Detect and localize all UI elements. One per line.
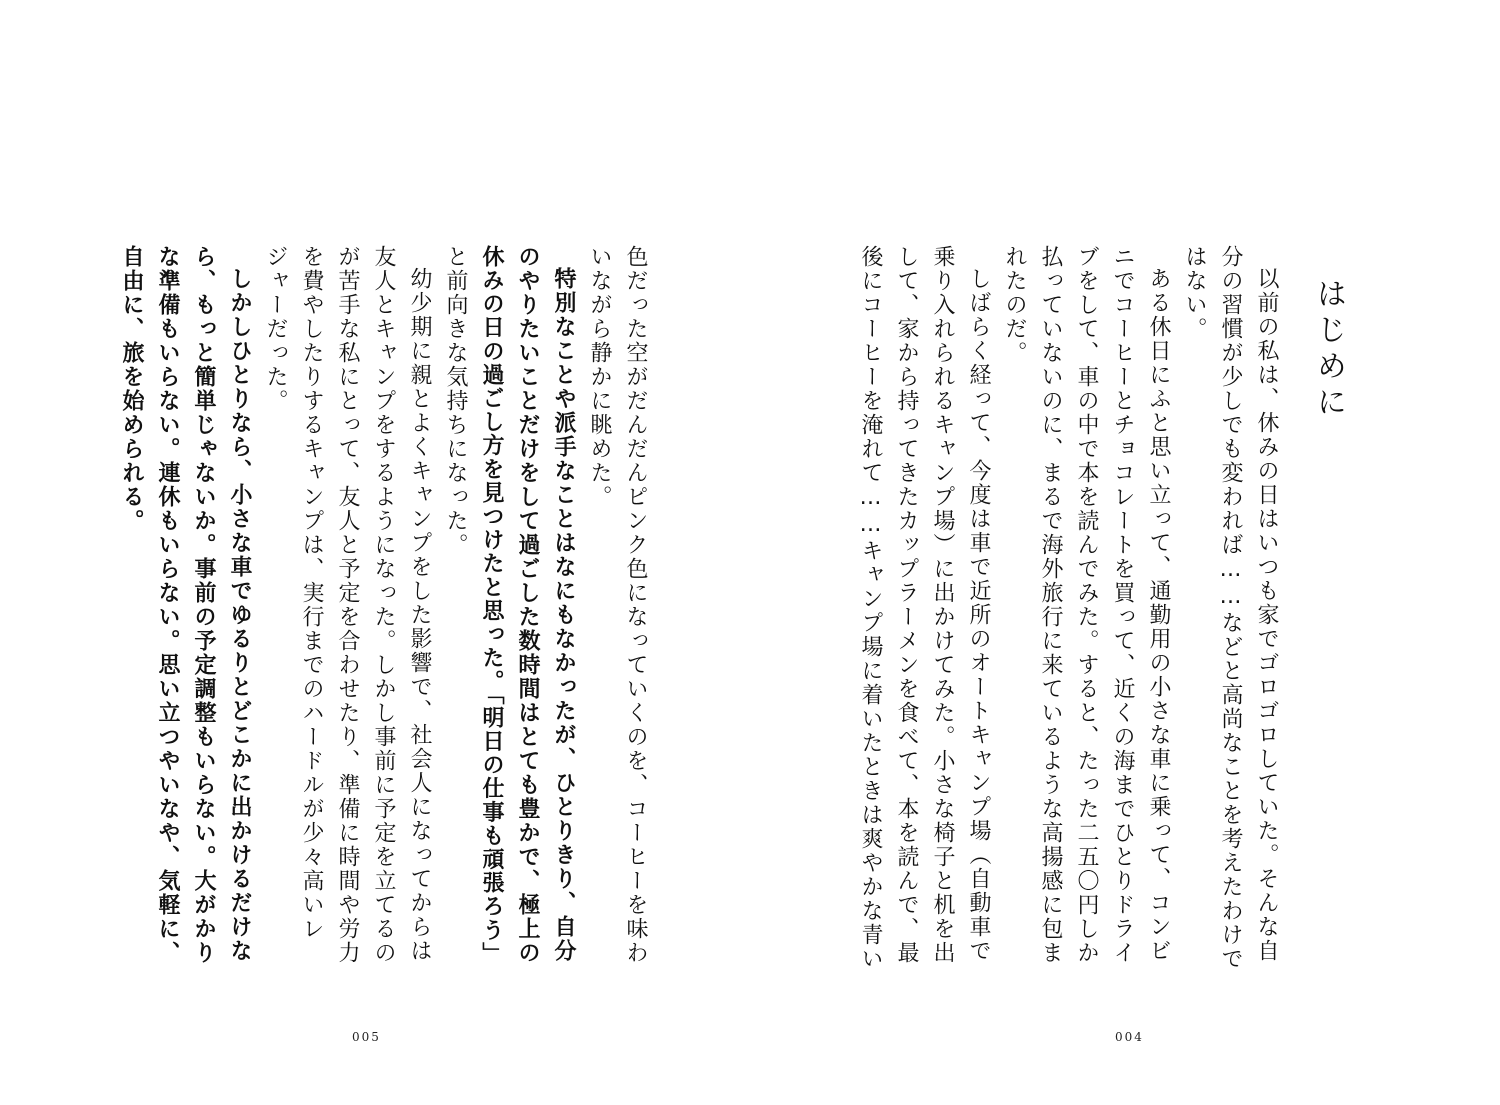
chapter-title: はじめに [1311,278,1346,422]
text-line: しばらく経って、今度は車で近所のオートキャンプ場（自動車で [966,267,991,963]
text-line: 分の習慣が少しでも変われば……などと高尚なことを考えたわけで [1218,245,1243,971]
text-line: 色だった空がだんだんピンク色になっていくのを、コーヒーを味わ [623,245,648,965]
text-line: を費やしたりするキャンプは、実行までのハードルが少々高いレ [299,245,324,941]
text-line: 後にコーヒーを淹れて……キャンプ場に着いたときは爽やかな青い [858,245,883,971]
text-line: な準備もいらない。連休もいらない。思い立つやいなや、気軽に、 [155,245,180,965]
text-line: が苦手な私にとって、友人と予定を合わせたり、準備に時間や労力 [335,245,360,965]
text-line: 払っていないのに、まるで海外旅行に来ているような高揚感に包ま [1038,245,1063,965]
text-line: れたのだ。 [1002,245,1027,365]
text-line: のやりたいことだけをして過ごした数時間はとても豊かで、極上の [515,245,540,965]
text-line: して、家から持ってきたカップラーメンを食べて、本を読んで、最 [894,245,919,965]
text-line: 友人とキャンプをするようになった。しかし事前に予定を立てるの [371,245,396,965]
text-line: ら、もっと簡単じゃないか。事前の予定調整もいらない。大がかり [191,245,216,965]
text-line: ある休日にふと思い立って、通勤用の小さな車に乗って、コンビ [1146,267,1171,963]
text-line: 自由に、旅を始められる。 [119,245,144,533]
text-line: と前向きな気持ちになった。 [443,245,468,557]
right-page-body [852,245,1284,971]
page-number: 004 [1115,1030,1144,1044]
text-line: いながら静かに眺めた。 [587,245,612,509]
text-line: 特別なことや派手なことはなにもなかったが、ひとりきり、自分 [551,267,576,963]
text-line: 幼少期に親とよくキャンプをした影響で、社会人になってからは [407,267,432,963]
body-text-left [113,245,653,966]
page-number: 005 [352,1030,381,1044]
text-line: 休みの日の過ごし方を見つけたと思った。「明日の仕事も頑張ろう」 [479,245,504,966]
text-line: しかしひとりなら、小さな車でゆるりとどこかに出かけるだけな [227,267,252,963]
text-line: はない。 [1182,245,1207,341]
text-line: 乗り入れられるキャンプ場）に出かけてみた。小さな椅子と机を出 [930,245,955,965]
text-line: ジャーだった。 [263,245,288,413]
text-line: ブをして、車の中で本を読んでみた。すると、たった二五〇円しか [1074,245,1099,965]
text-line: ニでコーヒーとチョコレートを買って、近くの海までひとりドライ [1110,245,1135,965]
text-line: 以前の私は、休みの日はいつも家でゴロゴロしていた。そんな自 [1254,267,1279,963]
